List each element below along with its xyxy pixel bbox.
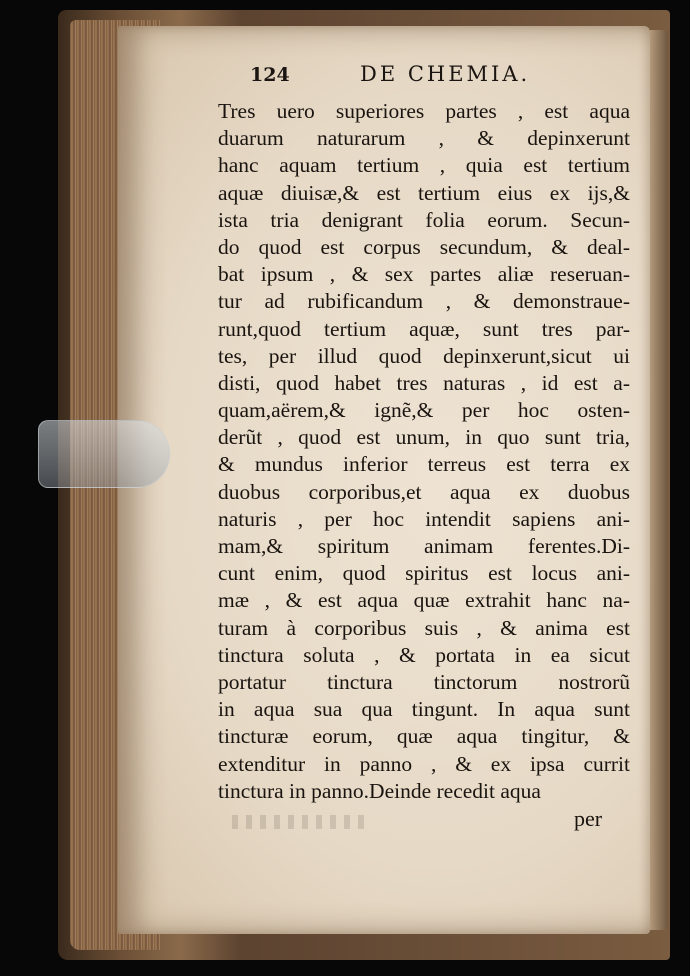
folio-number: 124 xyxy=(250,64,290,86)
text-line: quam,aërem,& ignẽ,& per hoc osten- xyxy=(218,398,630,423)
text-line: tur ad rubificandum , & demonstraue- xyxy=(218,289,630,314)
text-line: turam à corporibus suis , & anima est xyxy=(218,615,630,640)
faded-impression xyxy=(232,815,372,829)
text-line: portatur tinctura tinctorum nostrorũ xyxy=(218,669,630,694)
text-line: disti, quod habet tres naturas , id est a- xyxy=(218,370,630,395)
text-line: in aqua sua qua tingunt. In aqua sunt xyxy=(218,697,630,722)
text-line: mam,& spiritum animam ferentes.Di- xyxy=(218,534,630,558)
text-line: cunt enim, quod spiritus est locus ani- xyxy=(218,561,630,586)
text-line: & mundus inferior terreus est terra ex xyxy=(218,452,630,477)
catchword: per xyxy=(574,806,603,831)
text-line: tes, per illud quod depinxerunt,sicut ui xyxy=(218,343,630,368)
page-header xyxy=(250,62,600,92)
text-line: runt,quod tertium aquæ, sunt tres par- xyxy=(218,316,630,341)
text-line: tinctura in panno.Deinde recedit aqua xyxy=(218,778,541,803)
text-line: duarum naturarum , & depinxerunt xyxy=(218,126,630,151)
running-title: DE CHEMIA. xyxy=(360,62,531,86)
text-line: do quod est corpus secundum, & deal- xyxy=(218,234,630,259)
text-line: ista tria denigrant folia eorum. Secun- xyxy=(218,207,630,232)
text-line: bat ipsum , & sex partes aliæ reseruan- xyxy=(218,262,630,287)
text-line: tincturæ eorum, quæ aqua tingitur, & xyxy=(218,724,630,749)
text-line: tinctura soluta , & portata in ea sicut xyxy=(218,642,630,667)
page-right-rim xyxy=(650,30,668,930)
text-line: naturis , per hoc intendit sapiens ani- xyxy=(218,506,630,531)
text-line: mæ , & est aqua quæ extrahit hanc na- xyxy=(218,588,630,613)
text-line: aquæ diuisæ,& est tertium eius ex ijs,& xyxy=(218,180,630,205)
text-block xyxy=(218,98,630,805)
text-line: duobus corporibus,et aqua ex duobus xyxy=(218,479,630,504)
text-line: hanc aquam tertium , quia est tertium xyxy=(218,153,630,178)
text-line: derũt , quod est unum, in quo sunt tria, xyxy=(218,425,630,450)
text-line: Tres uero superiores partes , est aqua xyxy=(218,99,630,123)
text-line: extenditur in panno , & ex ipsa currit xyxy=(218,751,630,776)
page-clip xyxy=(38,420,170,488)
